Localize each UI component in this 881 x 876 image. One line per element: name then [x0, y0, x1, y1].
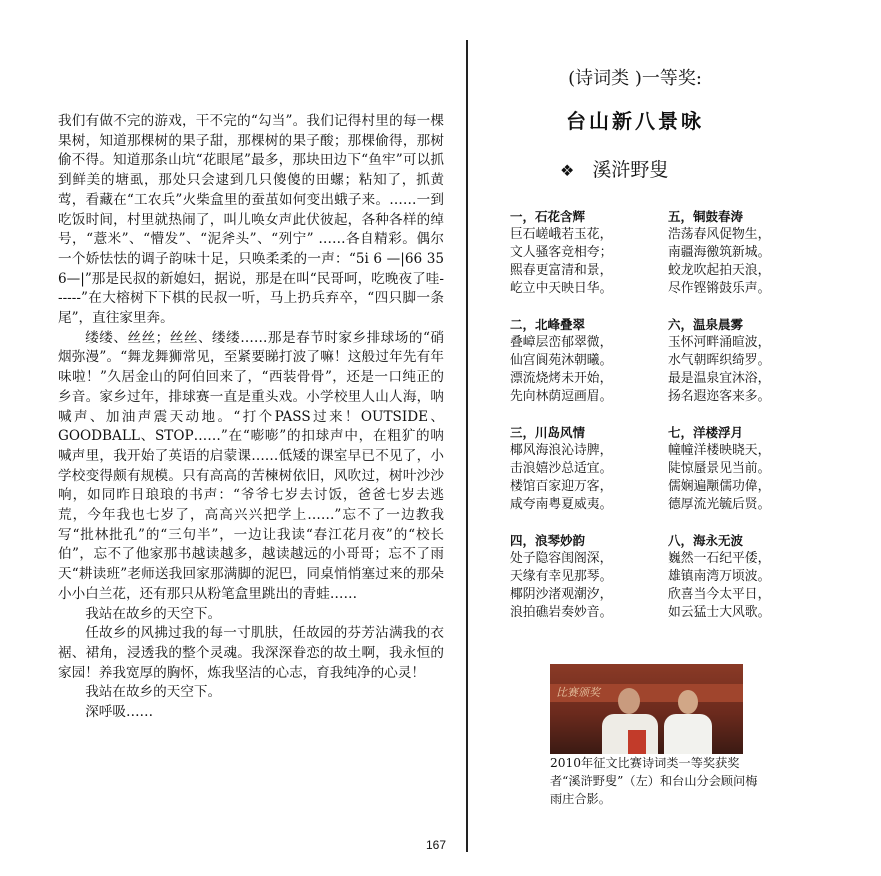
poem-line: 巨石嵯峨若玉花， — [510, 227, 613, 242]
poem-line: 如云猛士大风歌。 — [668, 605, 771, 620]
poem-line: 浪拍礁岩奏妙音。 — [510, 605, 613, 620]
poem-heading: 八，海永无波 — [668, 533, 744, 548]
poem-block — [668, 424, 790, 514]
poem-block — [510, 532, 668, 622]
poem-line: 漂流烧烤未开始， — [510, 371, 613, 386]
poem-heading: 二，北峰叠翠 — [510, 317, 586, 332]
photo-banner-text: 比赛颁奖 — [550, 684, 743, 702]
poem-line: 幢幢洋楼映晓天， — [668, 443, 771, 458]
poem-line: 雄镇南湾万顷波。 — [668, 569, 771, 584]
poem-line: 天缘有幸见那琴。 — [510, 569, 613, 584]
essay-paragraph: 任故乡的风拂过我的每一寸肌肤，任故园的芬芳沾满我的衣裾、裙角，浸透我的整个灵魂。我深深眷恋的故土啊，我永恒的家园！养我宽厚的胸怀，炼我坚洁的心志，育我纯净的心灵！ — [58, 625, 444, 681]
essay-paragraph: 我们有做不完的游戏，干不完的“勾当”。我们记得村里的每一棵果树，知道那棵树的果子甜，那棵树的果子酸；那棵偷得，那树偷不得。知道那条山坑“花眼尾”最多，那块田边下“鱼牢”可以抓到鲜美的塘虱，那处只会逮到几只傻傻的田螺；粘知了，抓黄莺，看藏在“工农兵”火柴盒里的蚕茧如何变出蛾子来。……一到吃饭时间，村里就热闹了，叫儿唤女声此伏彼起，各种各样的绰号，“薏米”、“懵发”、“泥斧头”、“列宁” ……各自精彩。偶尔一个娇怯怯的调子韵味十足，只唤柔柔的一声：“5i 6 —|66 35 6—|”那是民叔的新媳妇，据说，那是在叫“民哥呵，吃晚夜了哇------”在大榕树下下棋的民叔一听，马上扔兵弃卒，“四只脚一条尾”，直往家里奔。 — [58, 113, 444, 327]
poem-line: 叠嶂层峦郁翠微， — [510, 335, 613, 350]
poem-line: 南疆海徼筑新城。 — [668, 245, 771, 260]
column-divider — [466, 40, 468, 852]
poem-line: 屹立中天映日华。 — [510, 281, 613, 296]
poem-heading: 七，洋楼浮月 — [668, 425, 744, 440]
poem-line: 先向林荫逗画眉。 — [510, 389, 613, 404]
poem-line: 玉怀河畔涌暄波， — [668, 335, 771, 350]
essay-paragraph: 我站在故乡的天空下。 — [85, 605, 222, 622]
poem-line: 蛟龙吹起拍天浪， — [668, 263, 771, 278]
poem-line: 水气朝晖织绮罗。 — [668, 353, 771, 368]
poem-block — [510, 316, 668, 406]
poem-block — [668, 532, 790, 622]
poem-line: 欣喜当今太平日， — [668, 587, 771, 602]
poem-block — [510, 208, 668, 298]
poem-line: 德厚流光毓后贤。 — [668, 497, 771, 512]
poem-line: 浩荡春风促物生， — [668, 227, 771, 242]
diamond-bullet-icon: ❖ — [560, 161, 575, 180]
poem-heading: 五，铜鼓春涛 — [668, 209, 744, 224]
author-line — [560, 155, 760, 182]
poem-grid — [510, 208, 790, 622]
person-right — [662, 690, 714, 754]
essay-paragraph: 深呼吸…… — [85, 704, 154, 721]
poem-line: 陡惊蜃景见当前。 — [668, 461, 771, 476]
poem-line: 椰风海浪沁诗脾， — [510, 443, 613, 458]
poem-line: 楼馆百家迎万客， — [510, 479, 613, 494]
award-photo — [550, 664, 743, 754]
page-number: 167 — [426, 838, 447, 852]
poem-title: 台山新八景咏 — [566, 109, 704, 133]
poem-block — [668, 208, 790, 298]
person-left — [600, 686, 660, 754]
poem-line: 椰阴沙渚观潮汐， — [510, 587, 613, 602]
poem-heading: 六，温泉晨雾 — [668, 317, 744, 332]
essay-column — [58, 112, 444, 723]
photo-caption: 2010年征文比赛诗词类一等奖获奖者“溪浒野叟”（左）和台山分会顾问梅雨庄合影。 — [550, 756, 758, 806]
poem-line: 巍然一石纪平倭， — [668, 551, 771, 566]
poem-line: 仙宫阆苑沐朝曦。 — [510, 353, 613, 368]
poem-heading: 三，川岛风情 — [510, 425, 586, 440]
award-category: (诗词类 )一等奖: — [568, 68, 702, 89]
poem-line: 儒娴遍颙儒功偉， — [668, 479, 771, 494]
poem-block — [510, 424, 668, 514]
poem-line: 击浪嬉沙总适宜。 — [510, 461, 613, 476]
poem-heading: 四，浪琴妙韵 — [510, 533, 586, 548]
author-name: 溪浒野叟 — [592, 159, 669, 181]
poem-line: 文人骚客竞相夸； — [510, 245, 613, 260]
poem-line: 最是温泉宜沐浴， — [668, 371, 771, 386]
poem-line: 熙春更富清和景， — [510, 263, 613, 278]
poem-block — [668, 316, 790, 406]
poem-line: 咸夸南粤夏威夷。 — [510, 497, 613, 512]
essay-paragraph: 我站在故乡的天空下。 — [85, 684, 222, 701]
essay-paragraph: 缕缕、丝丝；丝丝、缕缕……那是春节时家乡排球场的“硝烟弥漫”。“舞龙舞狮常见，至紧要睇打波了嘛！这般过年先有年味啦！”久居金山的阿伯回来了，“西装骨骨”，还是一口纯正的乡音。家乡过年，排球赛一直是重头戏。小学校里人山人海，呐喊声、加油声震天动地。“打个PASS过来！OUTSIDE、GOODBALL、STOP……”在“嘭嘭”的扣球声中，在粗犷的呐喊声里，我开始了英语的启蒙课……低矮的课室早已不见了，小学校变得颇有规模。只有高高的苦楝树依旧，风吹过，树叶沙沙响，如同昨日琅琅的书声：“爷爷七岁去讨饭，爸爸七岁去逃荒，今年我也七岁了，高高兴兴把学上……”忘不了一边教我写“批林批孔”的“三句半”，一边让我读“春江花月夜”的“校长伯”，忘不了他家那书越读越多，越读越远的小哥哥；忘不了雨天“耕读班”老师送我回家那满脚的泥巴，同桌悄悄塞过来的那朵小小白兰花，还有那只从粉笔盒里跳出的青蛙…… — [58, 329, 444, 602]
poem-line: 尽作铿锵鼓乐声。 — [668, 281, 771, 296]
poem-heading: 一，石花含辉 — [510, 209, 586, 224]
poem-line: 扬名遐迩客来多。 — [668, 389, 771, 404]
poem-line: 处子隐容闺阁深， — [510, 551, 613, 566]
